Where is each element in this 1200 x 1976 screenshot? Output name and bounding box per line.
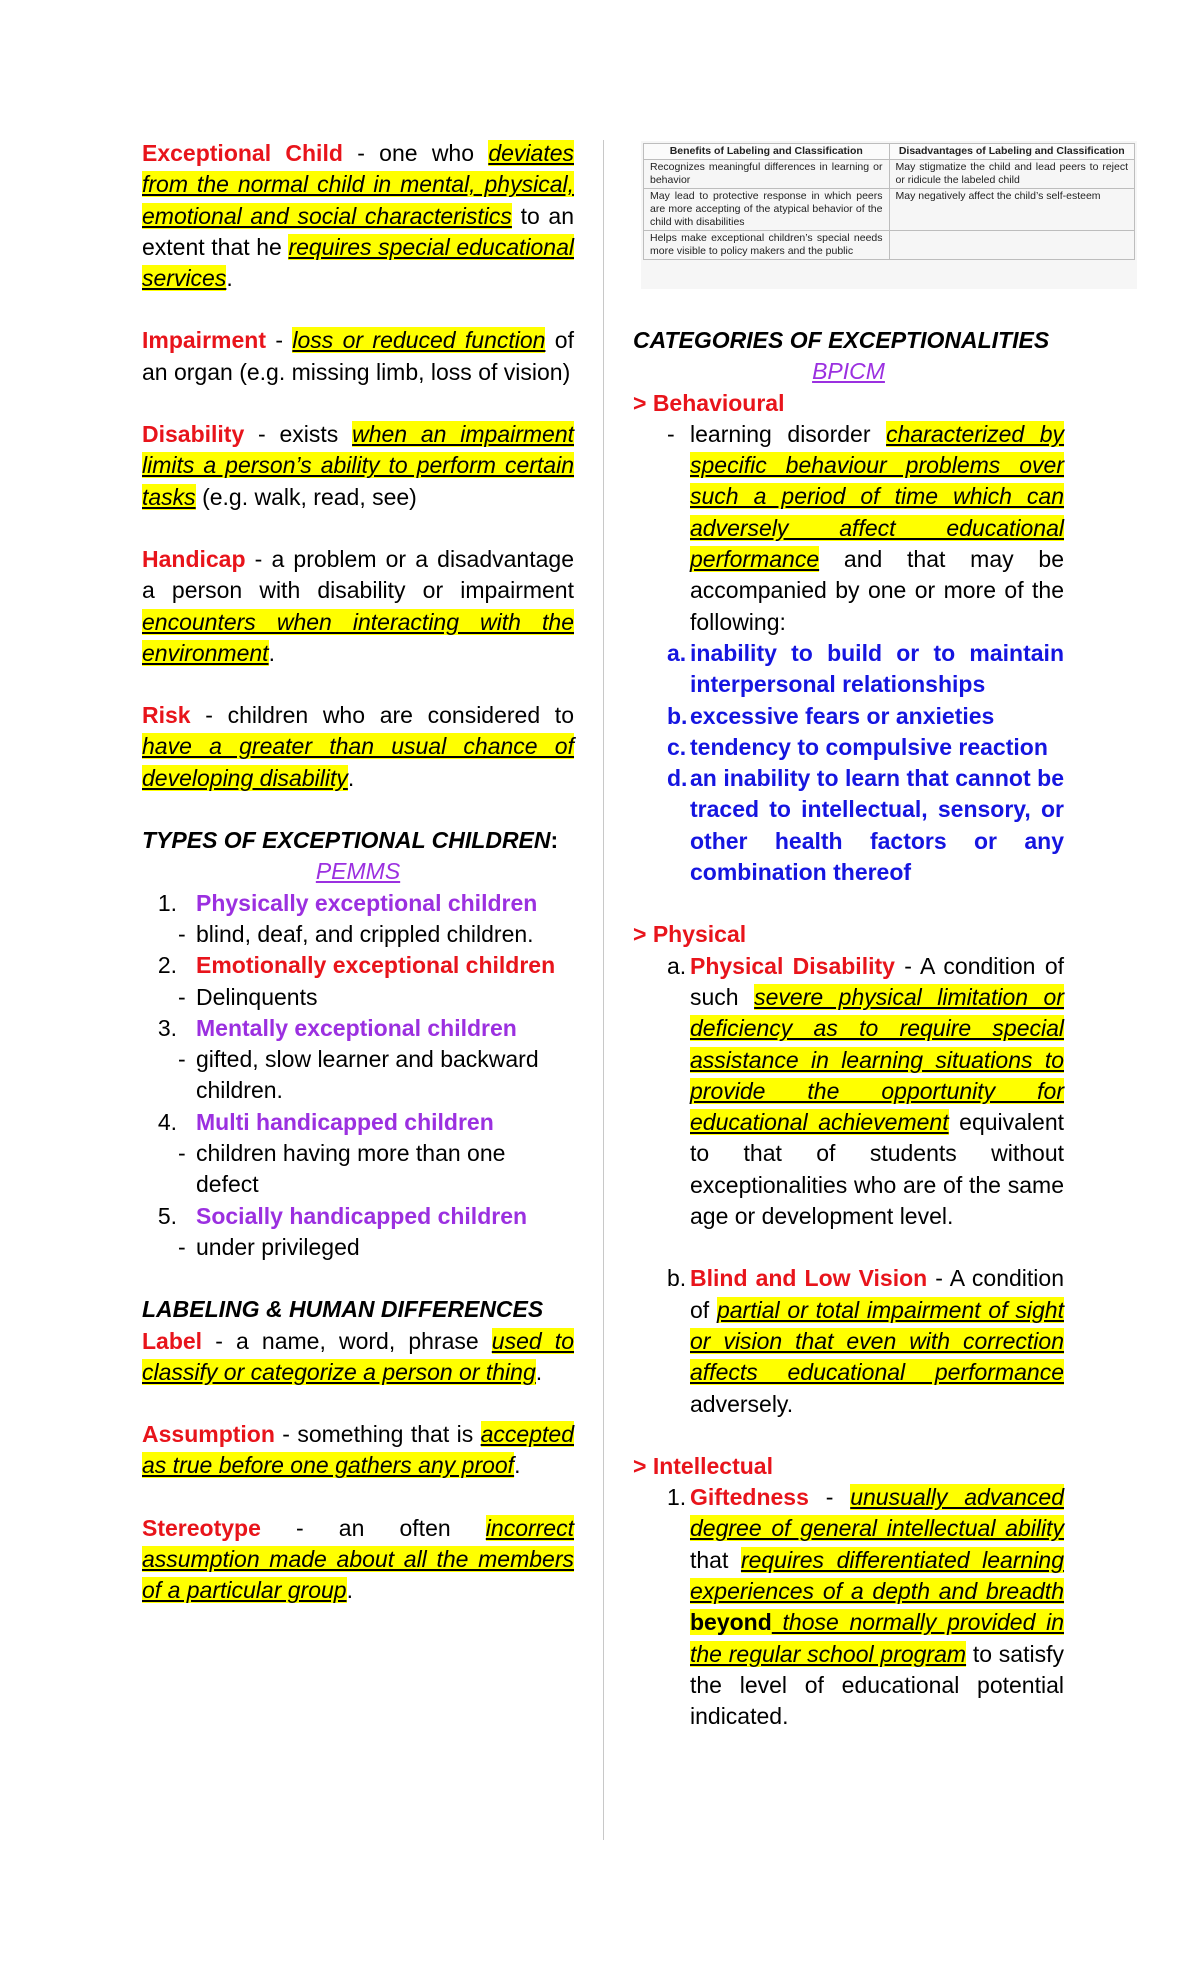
definition-exceptional-child: Exceptional Child - one who deviates from the normal child in mental, physical, emotional and social characteristics to an extent that he requires special educational services. [142, 140, 575, 292]
list-item: b. Blind and Low Vision - A condition of partial or total impairment of sight or vision that even with correction affects educational performance adversely. [667, 1265, 1064, 1417]
labeling-heading: LABELING & HUMAN DIFFERENCES [142, 1296, 544, 1323]
highlight: have a greater than usual chance of developing disability [142, 733, 574, 791]
table-header: Disadvantages of Labeling and Classification [889, 144, 1135, 160]
table-row [644, 189, 1135, 231]
labeling-table [643, 143, 1135, 260]
highlight: partial or total impairment of sight or vision that even with correction affects educational performance [690, 1296, 1064, 1386]
section-physical: > Physical [633, 921, 747, 948]
table-cell: Helps make exceptional children’s special needs more visible to policy makers and the public [644, 231, 890, 260]
highlight: when an impairment limits a person’s ability to perform certain tasks [142, 421, 574, 510]
table-header-row [644, 144, 1135, 160]
list-item: 2. Emotionally exceptional children [157, 952, 556, 979]
highlight: characterized by specific behaviour problems over such a period of time which can adversely affect educational performance [690, 420, 1065, 573]
list-item: c. tendency to compulsive reaction [667, 733, 1048, 760]
list-item: 1. Physically exceptional children [157, 889, 538, 916]
column-divider [603, 140, 604, 1840]
mnemonic-bpicm: BPICM [812, 358, 885, 385]
list-item: a. Physical Disability - A condition of such severe physical limitation or deficiency as to require special assistance in learning situations to provide the opportunity for educational achievement equivalent to that of students without exceptionalities who are of the same age or development level. [667, 952, 1065, 1230]
highlight: loss or reduced function [292, 327, 546, 354]
list-item: - gifted, slow learner and backward children. [178, 1046, 539, 1104]
highlight: accepted as true before one gathers any proof [142, 1421, 574, 1479]
list-item: - under privileged [178, 1233, 360, 1260]
definition-impairment: Impairment - loss or reduced function of an organ (e.g. missing limb, loss of vision) [142, 327, 574, 385]
definition-label: Label - a name, word, phrase used to classify or categorize a person or thing. [142, 1327, 574, 1385]
term-exceptional-child: Exceptional Child [142, 140, 343, 166]
term-handicap: Handicap [142, 545, 246, 572]
table-cell [889, 231, 1135, 260]
list-item: - blind, deaf, and crippled children. [178, 920, 534, 947]
types-list [142, 888, 574, 1264]
highlight: those normally provided in the regular school program [690, 1609, 1064, 1667]
list-item: a. inability to build or to maintain interpersonal relationships [667, 639, 1064, 698]
list-item: 1. Giftedness - unusually advanced degree of general intellectual ability that requires differentiated learning experiences of a depth and breadth beyond those normally provided in the regular school program to satisfy the level of educational potential indicated. [667, 1484, 1064, 1730]
highlight: unusually advanced degree of general intellectual ability [690, 1484, 1064, 1542]
term-label: Label [142, 1327, 203, 1354]
term-assumption: Assumption [142, 1421, 275, 1448]
mnemonic-pemms: PEMMS [315, 858, 401, 885]
table-row [644, 231, 1135, 260]
definition-stereotype: Stereotype - an often incorrect assumption made about all the members of a particular group. [142, 1514, 574, 1604]
highlight: beyond [690, 1609, 772, 1636]
list-item: - Delinquents [178, 983, 318, 1010]
highlight: severe physical limitation or deficiency as to require special assistance in learning situations to provide the opportunity for educational achievement [690, 983, 1064, 1136]
definition-handicap: Handicap - a problem or a disadvantage a person with disability or impairment encounters when interacting with the environment. [142, 545, 574, 666]
definition-disability: Disability - exists when an impairment limits a person’s ability to perform certain tasks (e.g. walk, read, see) [142, 421, 574, 510]
table-cell: Recognizes meaningful differences in learning or behavior [644, 160, 890, 189]
term-disability: Disability [142, 421, 245, 448]
highlight: incorrect assumption made about all the members of a particular group [142, 1514, 574, 1604]
categories-heading: CATEGORIES OF EXCEPTIONALITIES [633, 327, 1050, 353]
section-behavioural: > Behavioural [633, 389, 785, 416]
list-item: 3. Mentally exceptional children [157, 1014, 517, 1041]
term-stereotype: Stereotype [142, 1514, 261, 1541]
highlight: used to classify or categorize a person or thing [142, 1327, 574, 1385]
highlight: requires differentiated learning experiences of a depth and breadth [690, 1546, 1064, 1604]
term-impairment: Impairment [142, 327, 266, 354]
term-risk: Risk [142, 702, 191, 729]
section-intellectual: > Intellectual [633, 1452, 773, 1479]
definition-risk: Risk - children who are considered to have a greater than usual chance of developing disability. [142, 702, 574, 791]
list-item: - children having more than one defect [178, 1140, 506, 1198]
highlight: encounters when interacting with the environment [142, 608, 574, 666]
table-header: Benefits of Labeling and Classification [644, 144, 890, 160]
types-heading: TYPES OF EXCEPTIONAL CHILDREN: [142, 827, 559, 854]
highlight: requires special educational services [142, 233, 574, 292]
table-cell: May stigmatize the child and lead peers to reject or ridicule the labeled child [889, 160, 1135, 189]
table-row [644, 160, 1135, 189]
table-cell: May negatively affect the child’s self-esteem [889, 189, 1135, 231]
list-item: 5. Socially handicapped children [157, 1202, 528, 1229]
list-item: d. an inability to learn that cannot be traced to intellectual, sensory, or other health factors or any combination thereof [667, 765, 1064, 886]
definition-assumption: Assumption - something that is accepted as true before one gathers any proof. [142, 1421, 574, 1479]
highlight: deviates from the normal child in mental, physical, emotional and social characteristics [142, 140, 574, 229]
list-item: 4. Multi handicapped children [157, 1108, 494, 1135]
list-item: b. excessive fears or anxieties [667, 702, 995, 729]
left-column [142, 138, 574, 1607]
list-item: - learning disorder characterized by specific behaviour problems over such a period of time which can adversely affect educational performance and that may be accompanied by one or more of the following: [667, 420, 1065, 635]
right-column [633, 325, 1064, 1732]
table-cell: May lead to protective response in which peers are more accepting of the atypical behavior of the child with disabilities [644, 189, 890, 231]
